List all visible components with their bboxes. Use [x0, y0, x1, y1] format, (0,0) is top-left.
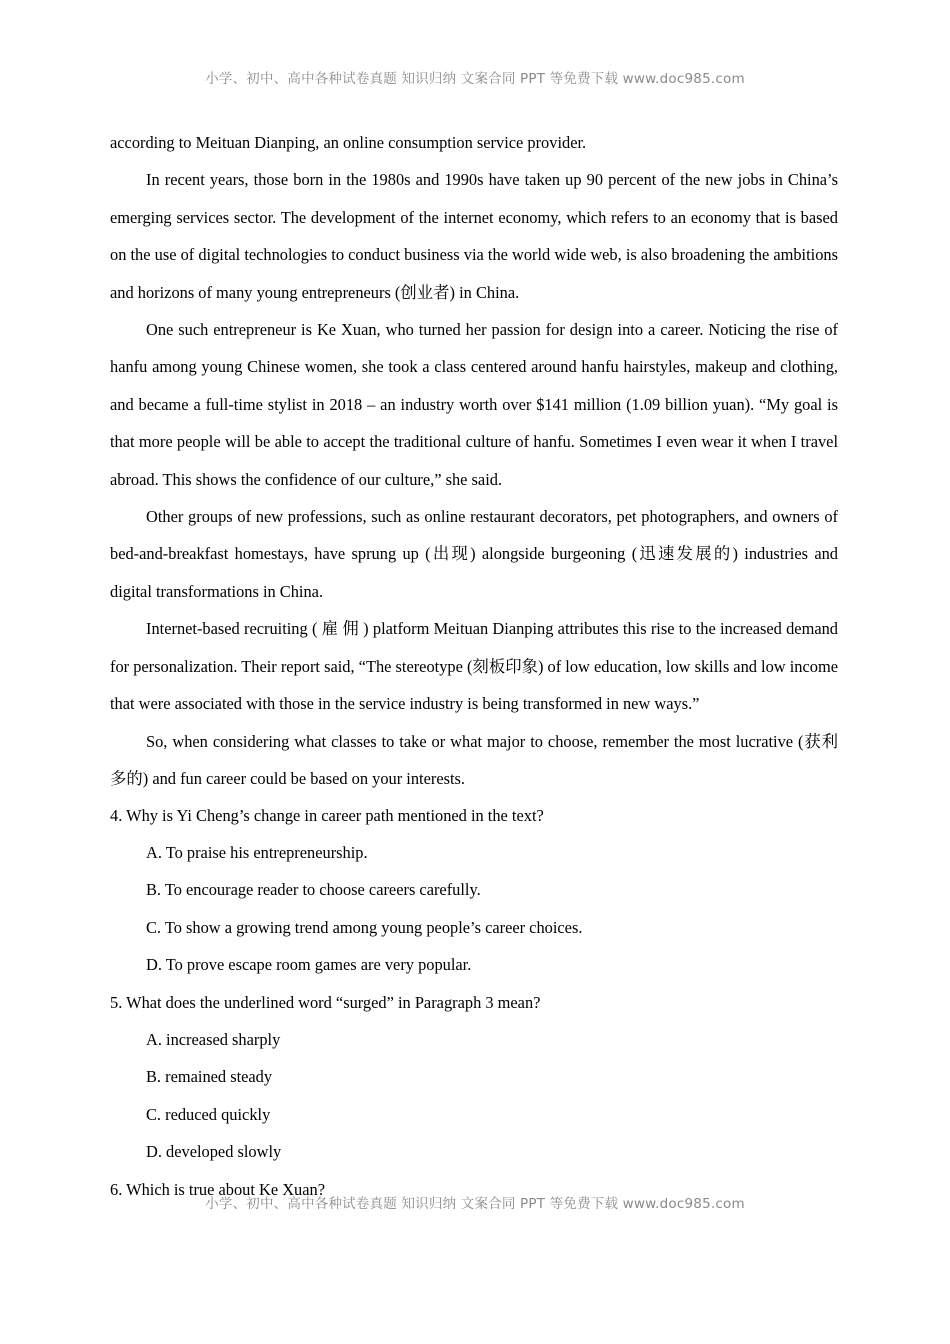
passage-paragraph-1: according to Meituan Dianping, an online consumption service provider.: [110, 133, 587, 152]
passage-paragraph-2: In recent years, those born in the 1980s and 1990s have taken up 90 percent of the new jobs in China’s emerging services sector. The development of the internet economy, which refers to an economy that is based on the use of digital technologies to conduct business via the world wide web, is also broadening the ambitions and horizons of many young entrepreneurs (创业者) in China.: [110, 170, 838, 302]
question-4-option-b[interactable]: B. To encourage reader to choose careers carefully.: [146, 880, 481, 900]
question-6-stem: 6. Which is true about Ke Xuan?: [110, 1179, 325, 1199]
question-4-stem: 4. Why is Yi Cheng’s change in career path mentioned in the text?: [110, 805, 544, 825]
question-4-option-c[interactable]: C. To show a growing trend among young people’s career choices.: [146, 917, 583, 937]
passage-paragraph-4: Other groups of new professions, such as online restaurant decorators, pet photographers, and owners of bed-and-breakfast homestays, have sprung up (出现) alongside burgeoning (迅速发展的) industries and digital transformations in China.: [110, 507, 838, 601]
question-5-option-b[interactable]: B. remained steady: [146, 1067, 273, 1087]
question-5-stem: 5. What does the underlined word “surged” in Paragraph 3 mean?: [110, 992, 541, 1012]
question-5-option-c[interactable]: C. reduced quickly: [146, 1104, 271, 1124]
question-5-option-d[interactable]: D. developed slowly: [146, 1142, 282, 1162]
question-5-option-a[interactable]: A. increased sharply: [146, 1029, 281, 1049]
question-4-option-a[interactable]: A. To praise his entrepreneurship.: [146, 842, 368, 862]
watermark-header: 小学、初中、高中各种试卷真题 知识归纳 文案合同 PPT 等免费下载 www.doc985.com: [205, 71, 745, 87]
question-4-option-d[interactable]: D. To prove escape room games are very popular.: [146, 955, 472, 975]
watermark-footer: 小学、初中、高中各种试卷真题 知识归纳 文案合同 PPT 等免费下载 www.doc985.com: [205, 1196, 745, 1212]
passage-body: [110, 124, 838, 1208]
passage-paragraph-6: So, when considering what classes to take or what major to choose, remember the most lucrative (获利多的) and fun career could be based on your interests.: [110, 731, 838, 788]
passage-paragraph-5: Internet-based recruiting ( 雇 佣 ) platform Meituan Dianping attributes this rise to the increased demand for personalization. Their report said, “The stereotype (刻板印象) of low education, low skills and low income that were associated with those in the service industry is being transformed in new ways.”: [110, 619, 838, 714]
passage-paragraph-3: One such entrepreneur is Ke Xuan, who turned her passion for design into a career. Noticing the rise of hanfu among young Chinese women, she took a class centered around hanfu hairstyles, makeup and clothing, and became a full-time stylist in 2018 – an industry worth over $141 million (1.09 billion yuan). “My goal is that more people will be able to accept the traditional culture of hanfu. Sometimes I even wear it when I travel abroad. This shows the confidence of our culture,” she said.: [110, 320, 838, 489]
